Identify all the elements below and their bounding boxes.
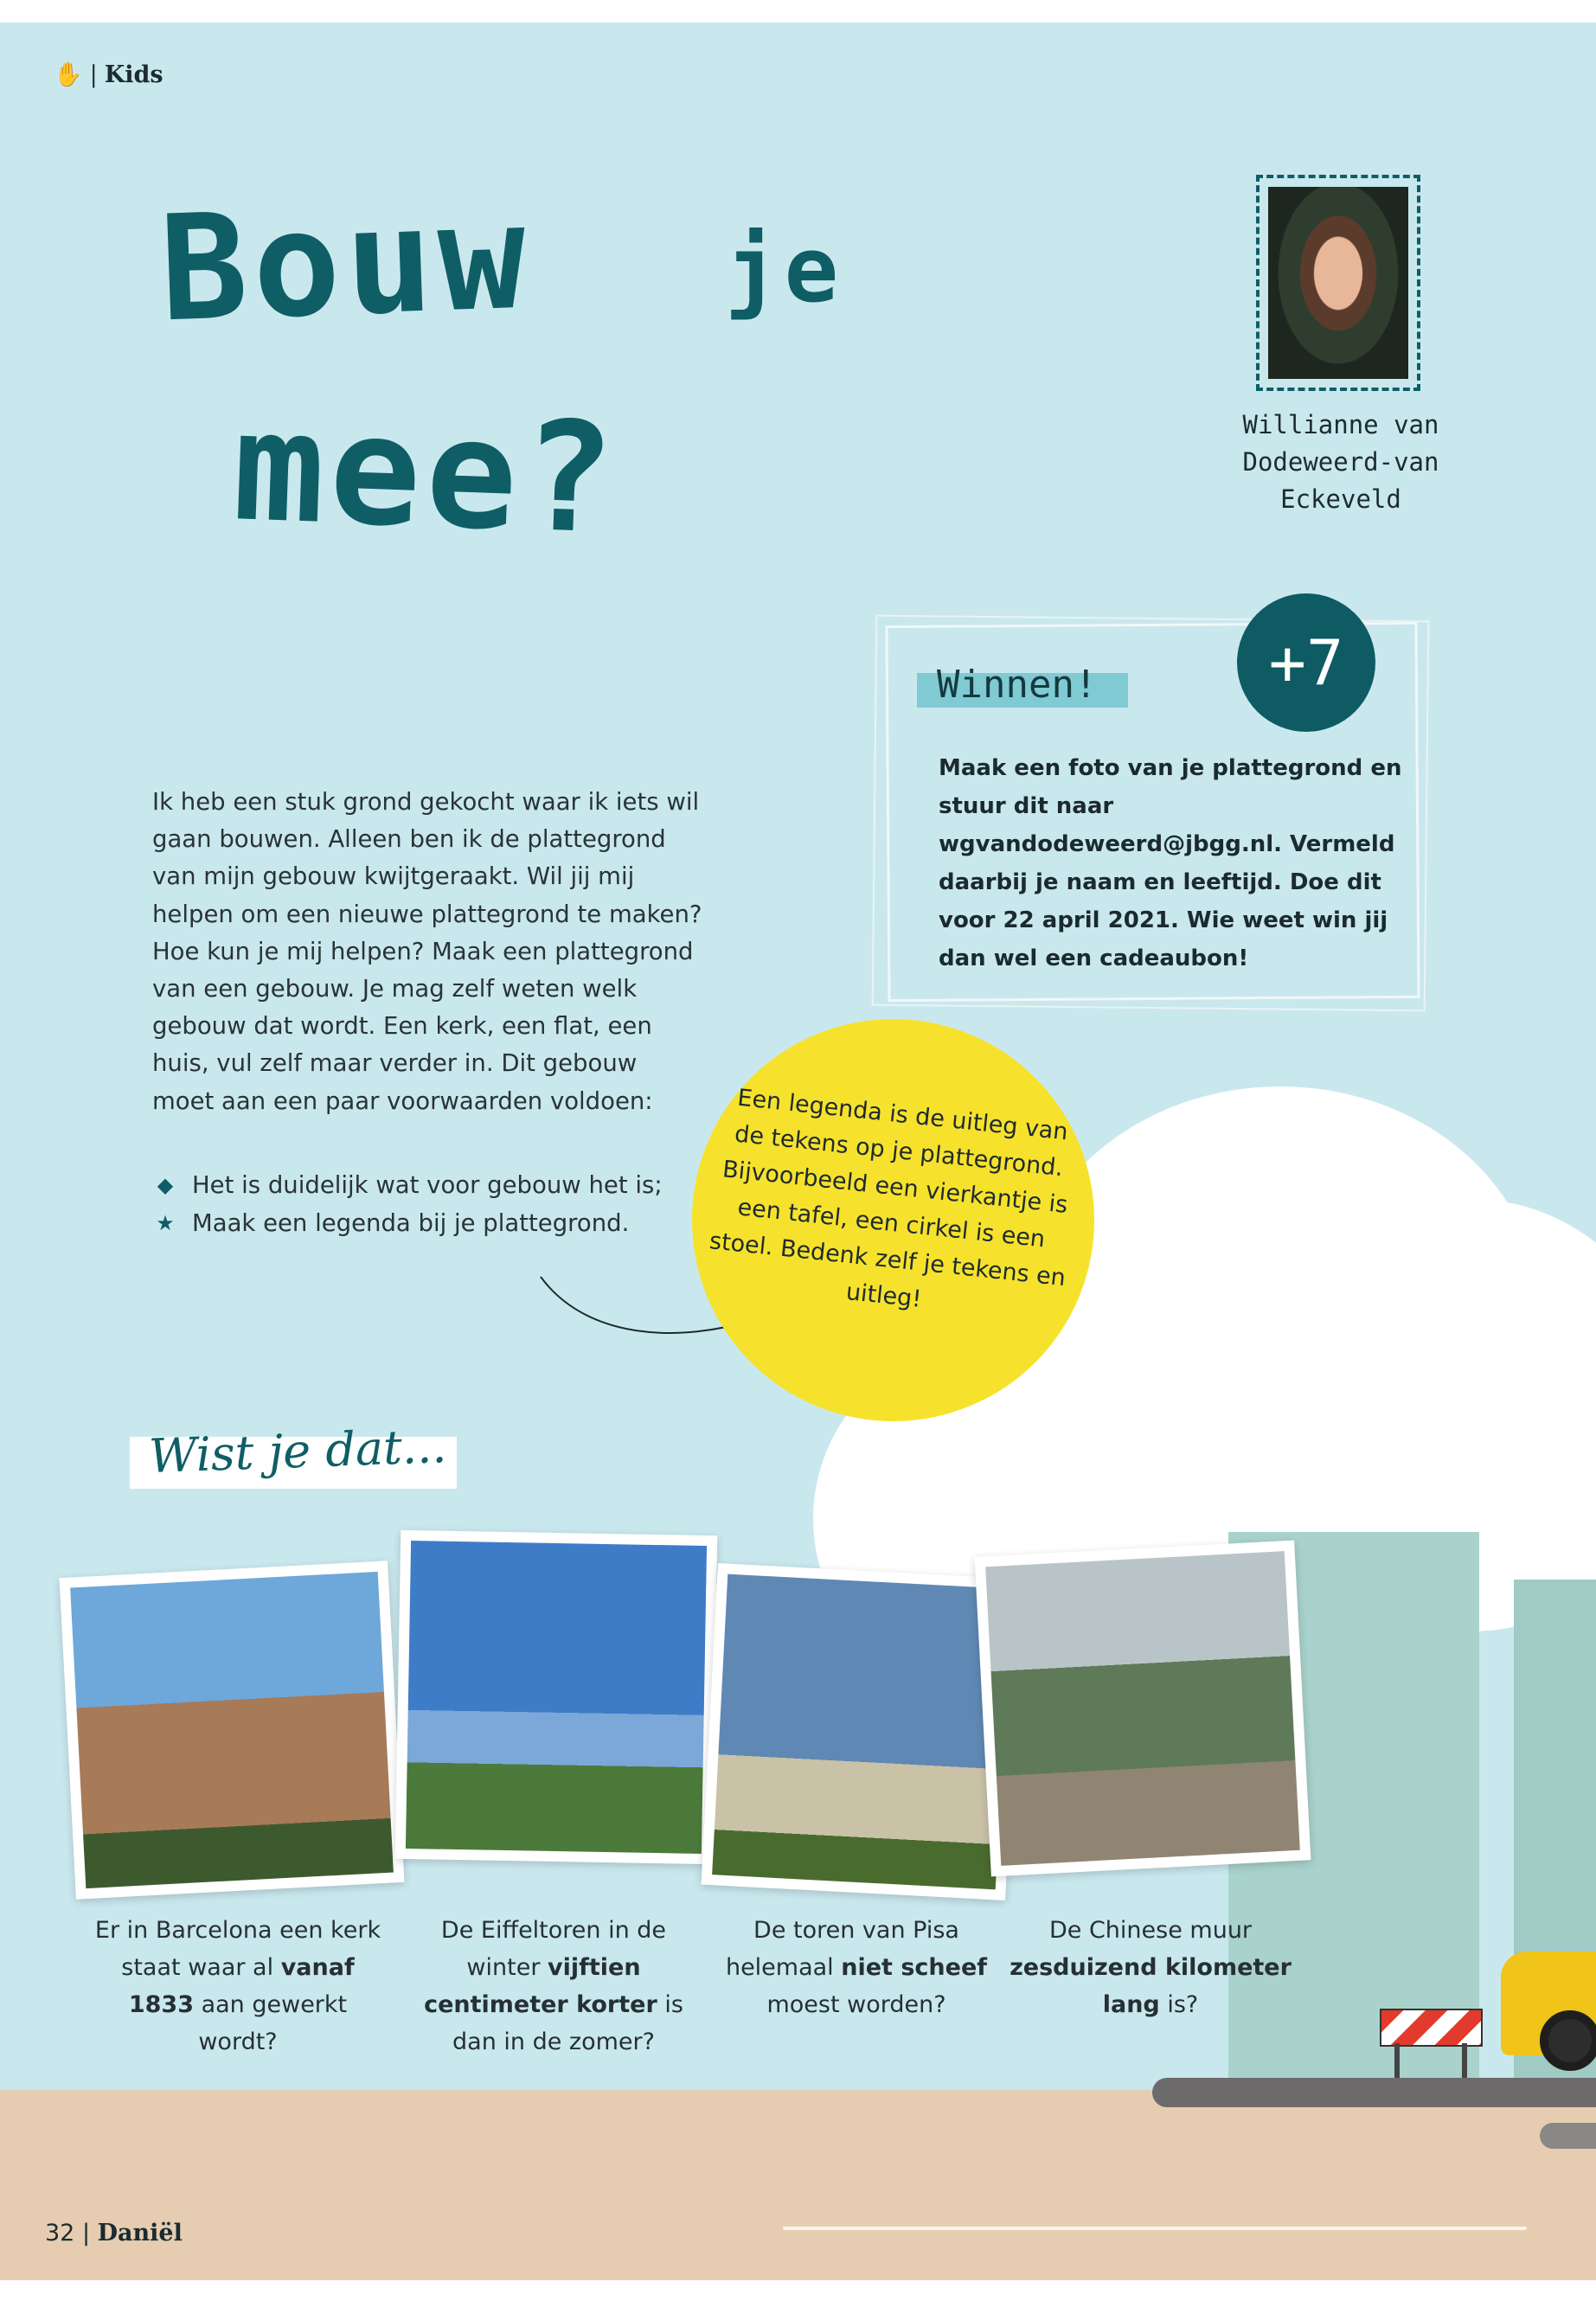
author-name: Willianne van Dodeweerd-van Eckeveld: [1242, 410, 1439, 514]
title-line-2: je: [725, 217, 844, 323]
ground-line: [783, 2227, 1527, 2230]
road-piece: [1540, 2123, 1596, 2149]
age-badge: +7: [1237, 593, 1375, 732]
legend-callout-text: Een legenda is de uitleg van de tekens op je plattegrond. Bijvoorbeeld een vierkantje is een tafel, een cirkel is een stoel. Bedenk zelf je tekens en uitleg!: [708, 1084, 1069, 1313]
fact-caption: Er in Barcelona een kerk staat waar al vanaf 1833 aan gewerkt wordt?: [94, 1917, 381, 2055]
title-line-3: mee?: [230, 379, 622, 568]
photo-sagrada-familia: [60, 1561, 405, 1899]
page-footer: 32 | Daniël: [45, 2220, 183, 2247]
page-number: 32: [45, 2220, 75, 2247]
fact-caption: De toren van Pisa helemaal niet scheef moest worden?: [725, 1917, 988, 2018]
bulldozer-wheel: [1540, 2010, 1596, 2071]
list-item: ★ Maak een legenda bij je plattegrond.: [152, 1204, 663, 1242]
intro-paragraph: Ik heb een stuk grond gekocht waar ik iets wil gaan bouwen. Alleen ben ik de plattegrond van mijn gebouw kwijtgeraakt. Wil jij mij helpen om een nieuwe plattegrond te maken? Hoe kun je mij helpen? Maak een plattegrond van een gebouw. Je mag zelf weten welk gebouw dat wordt. Een kerk, een flat, een huis, vul zelf maar verder in. Dit gebouw moet aan een paar voorwaarden voldoen:: [152, 788, 702, 1115]
section-header: ✋ | Kids: [54, 61, 163, 88]
fact-caption: De Eiffeltoren in de winter vijftien centimeter korter is dan in de zomer?: [424, 1917, 683, 2055]
photo-eiffel-tower: [395, 1530, 718, 1864]
hand-icon: ✋: [54, 61, 83, 88]
photo-tower-of-pisa: [702, 1563, 1022, 1900]
magazine-page: [0, 22, 1596, 2280]
list-item: ◆ Het is duidelijk wat voor gebouw het is;: [152, 1166, 663, 1204]
star-bullet-icon: ★: [156, 1211, 175, 1235]
fact-caption: De Chinese muur zesduizend kilometer lang is?: [1010, 1917, 1292, 2018]
author-photo-frame: [1256, 175, 1420, 391]
barrier-leg: [1394, 2043, 1400, 2078]
requirements-list: [152, 1166, 663, 1242]
ground: [0, 2090, 1596, 2280]
barrier-leg: [1462, 2043, 1467, 2078]
roadblock-barrier: [1380, 2009, 1483, 2047]
magazine-name: Daniël: [97, 2220, 183, 2247]
road: [1152, 2078, 1596, 2107]
section-label: Kids: [104, 61, 163, 88]
diamond-bullet-icon: ◆: [157, 1173, 174, 1197]
title-line-1: Bouw: [157, 171, 534, 355]
facts-heading: Wist je dat...: [148, 1419, 448, 1484]
contest-label: Winnen!: [937, 663, 1098, 707]
photo-great-wall: [975, 1541, 1311, 1877]
author-photo: [1268, 187, 1408, 379]
contest-text: Maak een foto van je plattegrond en stuur dit naar wgvandodeweerd@jbgg.nl. Vermeld daarbij je naam en leeftijd. Doe dit voor 22 april 2021. Wie weet win jij dan wel een cadeaubon!: [939, 755, 1402, 971]
